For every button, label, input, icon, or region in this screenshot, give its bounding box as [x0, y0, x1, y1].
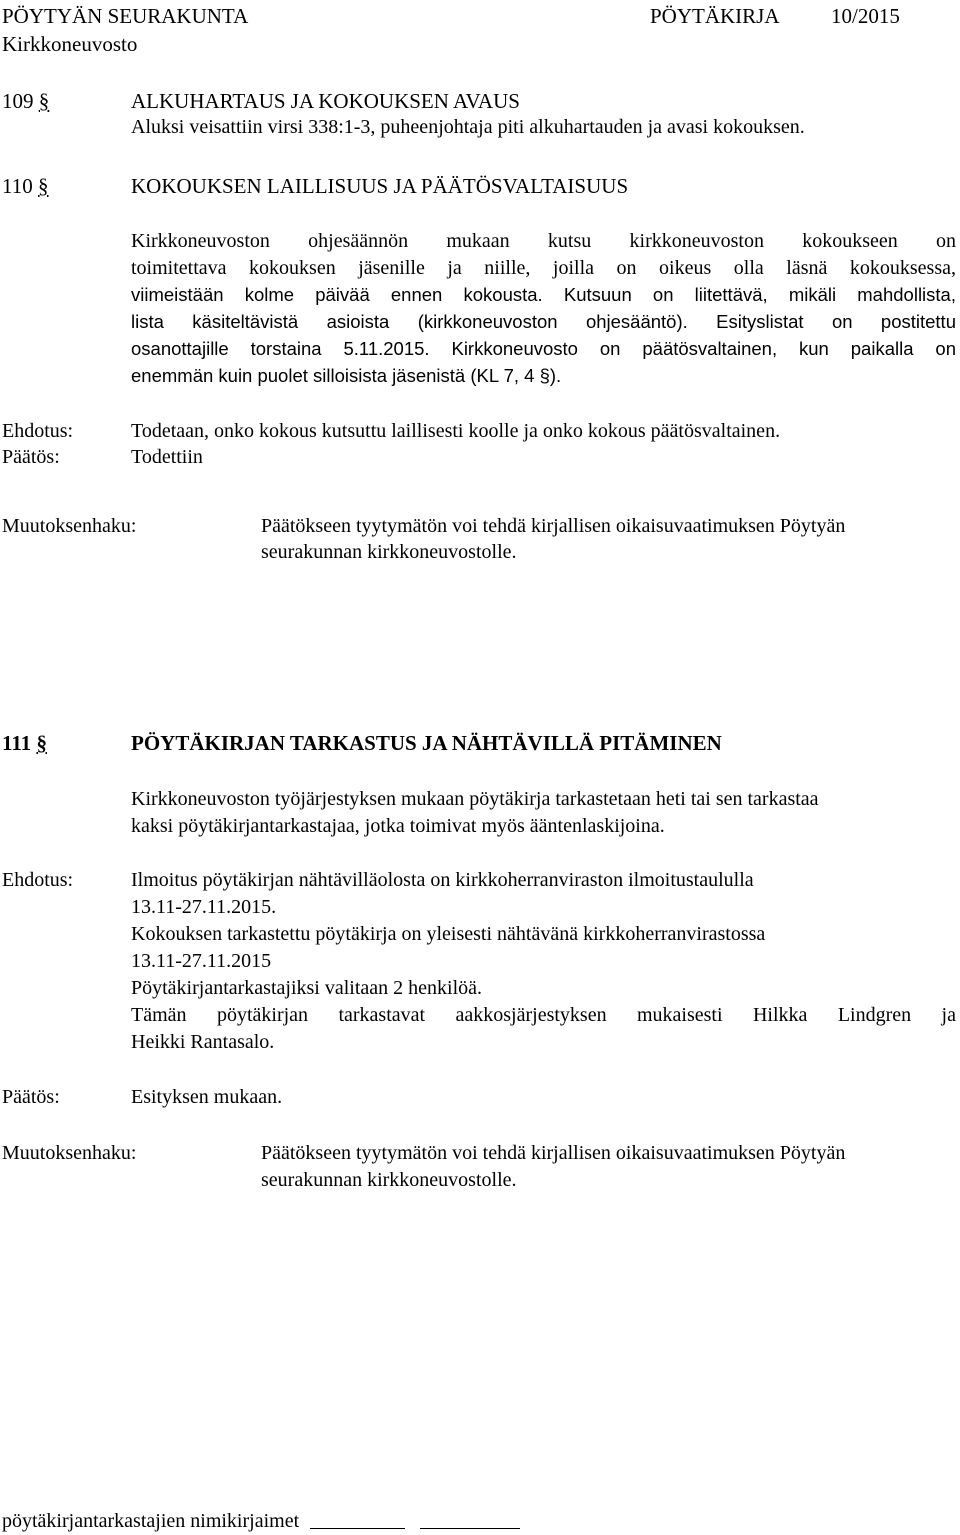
proposal-text: Todetaan, onko kokous kutsuttu laillisesti koolle ja onko kokous päätösvaltainen.	[131, 420, 781, 442]
section-number: 110	[2, 174, 33, 198]
paragraph-sign: §	[38, 89, 50, 113]
appeal-label: Muutoksenhaku:	[2, 515, 137, 537]
section-111-number	[2, 731, 47, 756]
appeal-text-line: Päätökseen tyytymätön voi tehdä kirjallisen oikaisuvaatimuksen Pöytyän	[261, 515, 846, 537]
section-110-body-line: viimeistään kolme päivää ennen kokousta. Kutsuun on liitettävä, mikäli mahdollista,	[131, 284, 956, 305]
document-type: PÖYTÄKIRJA	[650, 4, 780, 28]
proposal-line: Heikki Rantasalo.	[131, 1031, 275, 1053]
proposal-line: 13.11-27.11.2015.	[131, 896, 277, 918]
section-110-body-line: osanottajille torstaina 5.11.2015. Kirkkoneuvosto on päätösvaltainen, kun paikalla on	[131, 338, 956, 359]
section-110-body-line: Kirkkoneuvoston ohjesäännön mukaan kutsu kirkkoneuvoston kokoukseen on	[131, 230, 956, 252]
appeal-text-line: seurakunnan kirkkoneuvostolle.	[261, 1169, 517, 1191]
initials-signature-line[interactable]	[310, 1510, 405, 1529]
section-111-body-line: kaksi pöytäkirjantarkastajaa, jotka toimivat myös ääntenlaskijoina.	[131, 815, 665, 837]
paragraph-sign: §	[37, 174, 49, 198]
section-110-title: KOKOUKSEN LAILLISUUS JA PÄÄTÖSVALTAISUUS	[131, 174, 629, 198]
section-110-body-line: enemmän kuin puolet silloisista jäsenistä (KL 7, 4 §).	[131, 365, 562, 386]
proposal-line: Ilmoitus pöytäkirjan nähtävilläolosta on kirkkoherranviraston ilmoitustaululla	[131, 869, 754, 891]
document-number: 10/2015	[831, 4, 900, 28]
decision-text: Todettiin	[131, 446, 203, 468]
proposal-label: Ehdotus:	[2, 869, 74, 891]
section-111-body-line: Kirkkoneuvoston työjärjestyksen mukaan pöytäkirja tarkastetaan heti tai sen tarkastaa	[131, 788, 819, 810]
section-110-body-line: lista käsiteltävistä asioista (kirkkoneuvoston ohjesääntö). Esityslistat on postitettu	[131, 311, 956, 332]
section-110-body-line: toimitettava kokouksen jäsenille ja niille, joilla on oikeus olla läsnä kokouksessa,	[131, 257, 956, 279]
section-111-title: PÖYTÄKIRJAN TARKASTUS JA NÄHTÄVILLÄ PITÄMINEN	[131, 731, 722, 755]
section-number: 109	[2, 89, 34, 113]
section-number: 111	[2, 731, 32, 755]
appeal-label: Muutoksenhaku:	[2, 1142, 137, 1164]
decision-text: Esityksen mukaan.	[131, 1086, 283, 1108]
proposal-label: Ehdotus:	[2, 420, 74, 442]
proposal-line: Tämän pöytäkirjan tarkastavat aakkosjärjestyksen mukaisesti Hilkka Lindgren ja	[131, 1004, 956, 1026]
section-109-title: ALKUHARTAUS JA KOKOUKSEN AVAUS	[131, 89, 520, 113]
proposal-line: Kokouksen tarkastettu pöytäkirja on yleisesti nähtävänä kirkkoherranvirastossa	[131, 923, 766, 945]
initials-label: pöytäkirjantarkastajien nimikirjaimet	[2, 1510, 300, 1532]
appeal-text-line: Päätökseen tyytymätön voi tehdä kirjallisen oikaisuvaatimuksen Pöytyän	[261, 1142, 846, 1164]
section-109-text: Aluksi veisattiin virsi 338:1-3, puheenjohtaja piti alkuhartauden ja avasi kokouksen.	[131, 116, 805, 138]
section-110-number	[2, 174, 48, 199]
initials-footer	[2, 1510, 520, 1533]
section-109-number	[2, 89, 49, 114]
decision-label: Päätös:	[2, 446, 60, 468]
proposal-line: 13.11-27.11.2015	[131, 950, 272, 972]
organization-name: PÖYTYÄN SEURAKUNTA	[2, 4, 249, 28]
proposal-line: Pöytäkirjantarkastajiksi valitaan 2 henkilöä.	[131, 977, 483, 999]
meeting-body: Kirkkoneuvosto	[2, 32, 138, 56]
decision-label: Päätös:	[2, 1086, 60, 1108]
paragraph-sign: §	[36, 731, 47, 755]
initials-signature-line[interactable]	[420, 1510, 520, 1529]
appeal-text-line: seurakunnan kirkkoneuvostolle.	[261, 541, 517, 563]
